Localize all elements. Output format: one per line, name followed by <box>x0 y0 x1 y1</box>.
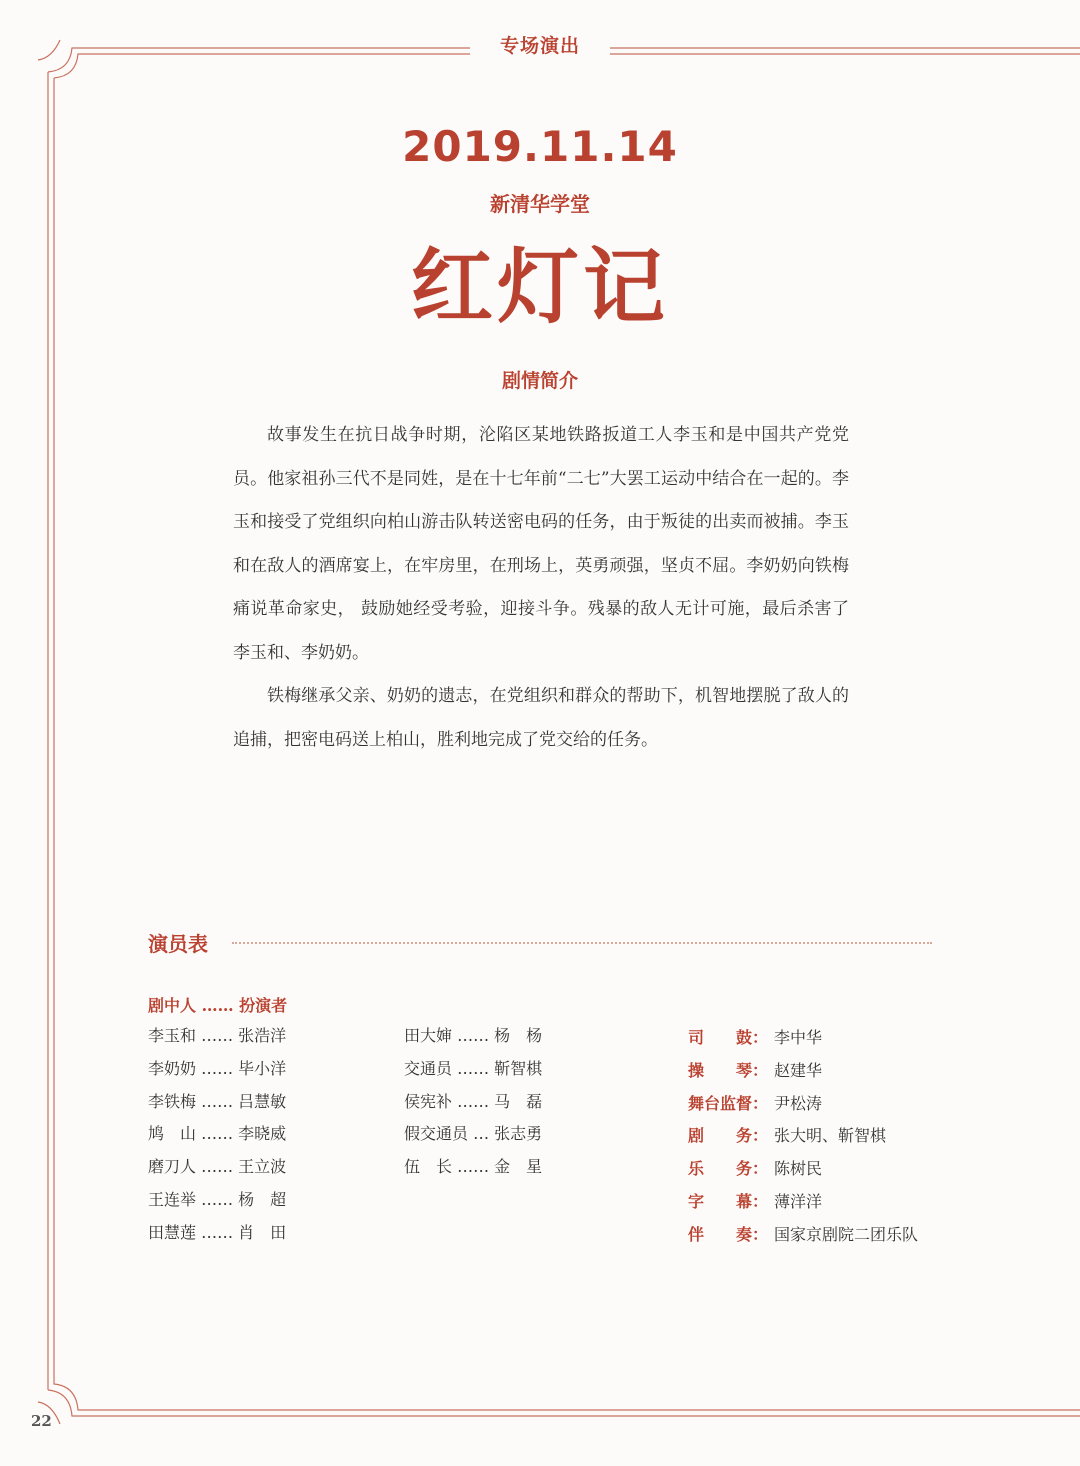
cast-entry: 交通员 …… 靳智棋 <box>404 1058 543 1078</box>
staff-list <box>688 1022 918 1252</box>
page-number: 22 <box>31 1412 52 1430</box>
staff-name: 尹松涛 <box>774 1093 823 1113</box>
staff-entry <box>688 1055 918 1088</box>
cast-entry: 田慧莲 …… 肖 田 <box>148 1222 287 1242</box>
performance-date: 2019.11.14 <box>402 122 678 171</box>
cast-entry: 伍 长 …… 金 星 <box>404 1157 543 1177</box>
staff-entry <box>688 1088 918 1121</box>
staff-role: 伴 奏： <box>688 1224 769 1244</box>
venue: 新清华学堂 <box>490 192 590 216</box>
cast-entry: 侯宪补 …… 马 磊 <box>404 1091 543 1111</box>
cast-entry: 李奶奶 …… 毕小洋 <box>148 1058 287 1078</box>
staff-entry <box>688 1186 918 1219</box>
cast-entry: 磨刀人 …… 王立波 <box>148 1157 287 1177</box>
staff-entry <box>688 1219 918 1252</box>
staff-role: 乐 务： <box>688 1159 769 1179</box>
cast-entry: 李铁梅 …… 吕慧敏 <box>148 1091 287 1111</box>
dotted-divider <box>232 942 932 944</box>
synopsis-paragraph: 故事发生在抗日战争时期，沦陷区某地铁路扳道工人李玉和是中国共产党党员。他家祖孙三代不是同姓，是在十七年前“二七”大罢工运动中结合在一起的。李玉和接受了党组织向柏山游击队转送密电码的任务，由于叛徒的出卖而被捕。李玉和在敌人的酒席宴上，在牢房里，在刑场上，英勇顽强，坚贞不屈。李奶奶向铁梅痛说革命家史， 鼓励她经受考验，迎接斗争。残暴的敌人无计可施，最后杀害了李玉和、李奶奶。 <box>233 425 849 663</box>
staff-name: 李中华 <box>774 1028 823 1047</box>
staff-role: 舞台监督： <box>688 1093 769 1113</box>
staff-entry <box>688 1022 918 1055</box>
staff-role: 司 鼓： <box>688 1028 769 1047</box>
cast-entry: 鸠 山 …… 李晓威 <box>148 1124 287 1144</box>
cast-column-1 <box>148 1020 286 1250</box>
synopsis-heading: 剧情简介 <box>501 370 578 392</box>
staff-name: 薄洋洋 <box>774 1191 823 1211</box>
staff-role: 操 琴： <box>688 1060 769 1080</box>
synopsis-paragraph: 铁梅继承父亲、奶奶的遗志，在党组织和群众的帮助下，机智地摆脱了敌人的追捕，把密电码送上柏山，胜利地完成了党交给的任务。 <box>233 686 849 750</box>
staff-entry <box>688 1153 918 1186</box>
staff-name: 国家京剧院二团乐队 <box>774 1224 919 1244</box>
synopsis-body <box>233 414 849 762</box>
cast-entry: 李玉和 …… 张浩洋 <box>148 1026 287 1045</box>
cast-column-2 <box>404 1020 542 1184</box>
staff-name: 赵建华 <box>774 1060 823 1080</box>
cast-heading: 演员表 <box>148 932 208 956</box>
cast-column-header: 剧中人 …… 扮演者 <box>148 996 288 1015</box>
staff-name: 张大明、靳智棋 <box>774 1126 887 1146</box>
staff-name: 陈树民 <box>774 1159 823 1179</box>
section-tag: 专场演出 <box>480 30 600 62</box>
staff-role: 字 幕： <box>688 1191 769 1211</box>
cast-entry: 田大婶 …… 杨 杨 <box>404 1026 543 1045</box>
cast-entry: 王连举 …… 杨 超 <box>148 1189 287 1209</box>
staff-role: 剧 务： <box>688 1126 769 1146</box>
staff-entry <box>688 1120 918 1153</box>
cast-entry: 假交通员 … 张志勇 <box>404 1124 543 1144</box>
play-title: 红灯记 <box>410 239 669 335</box>
